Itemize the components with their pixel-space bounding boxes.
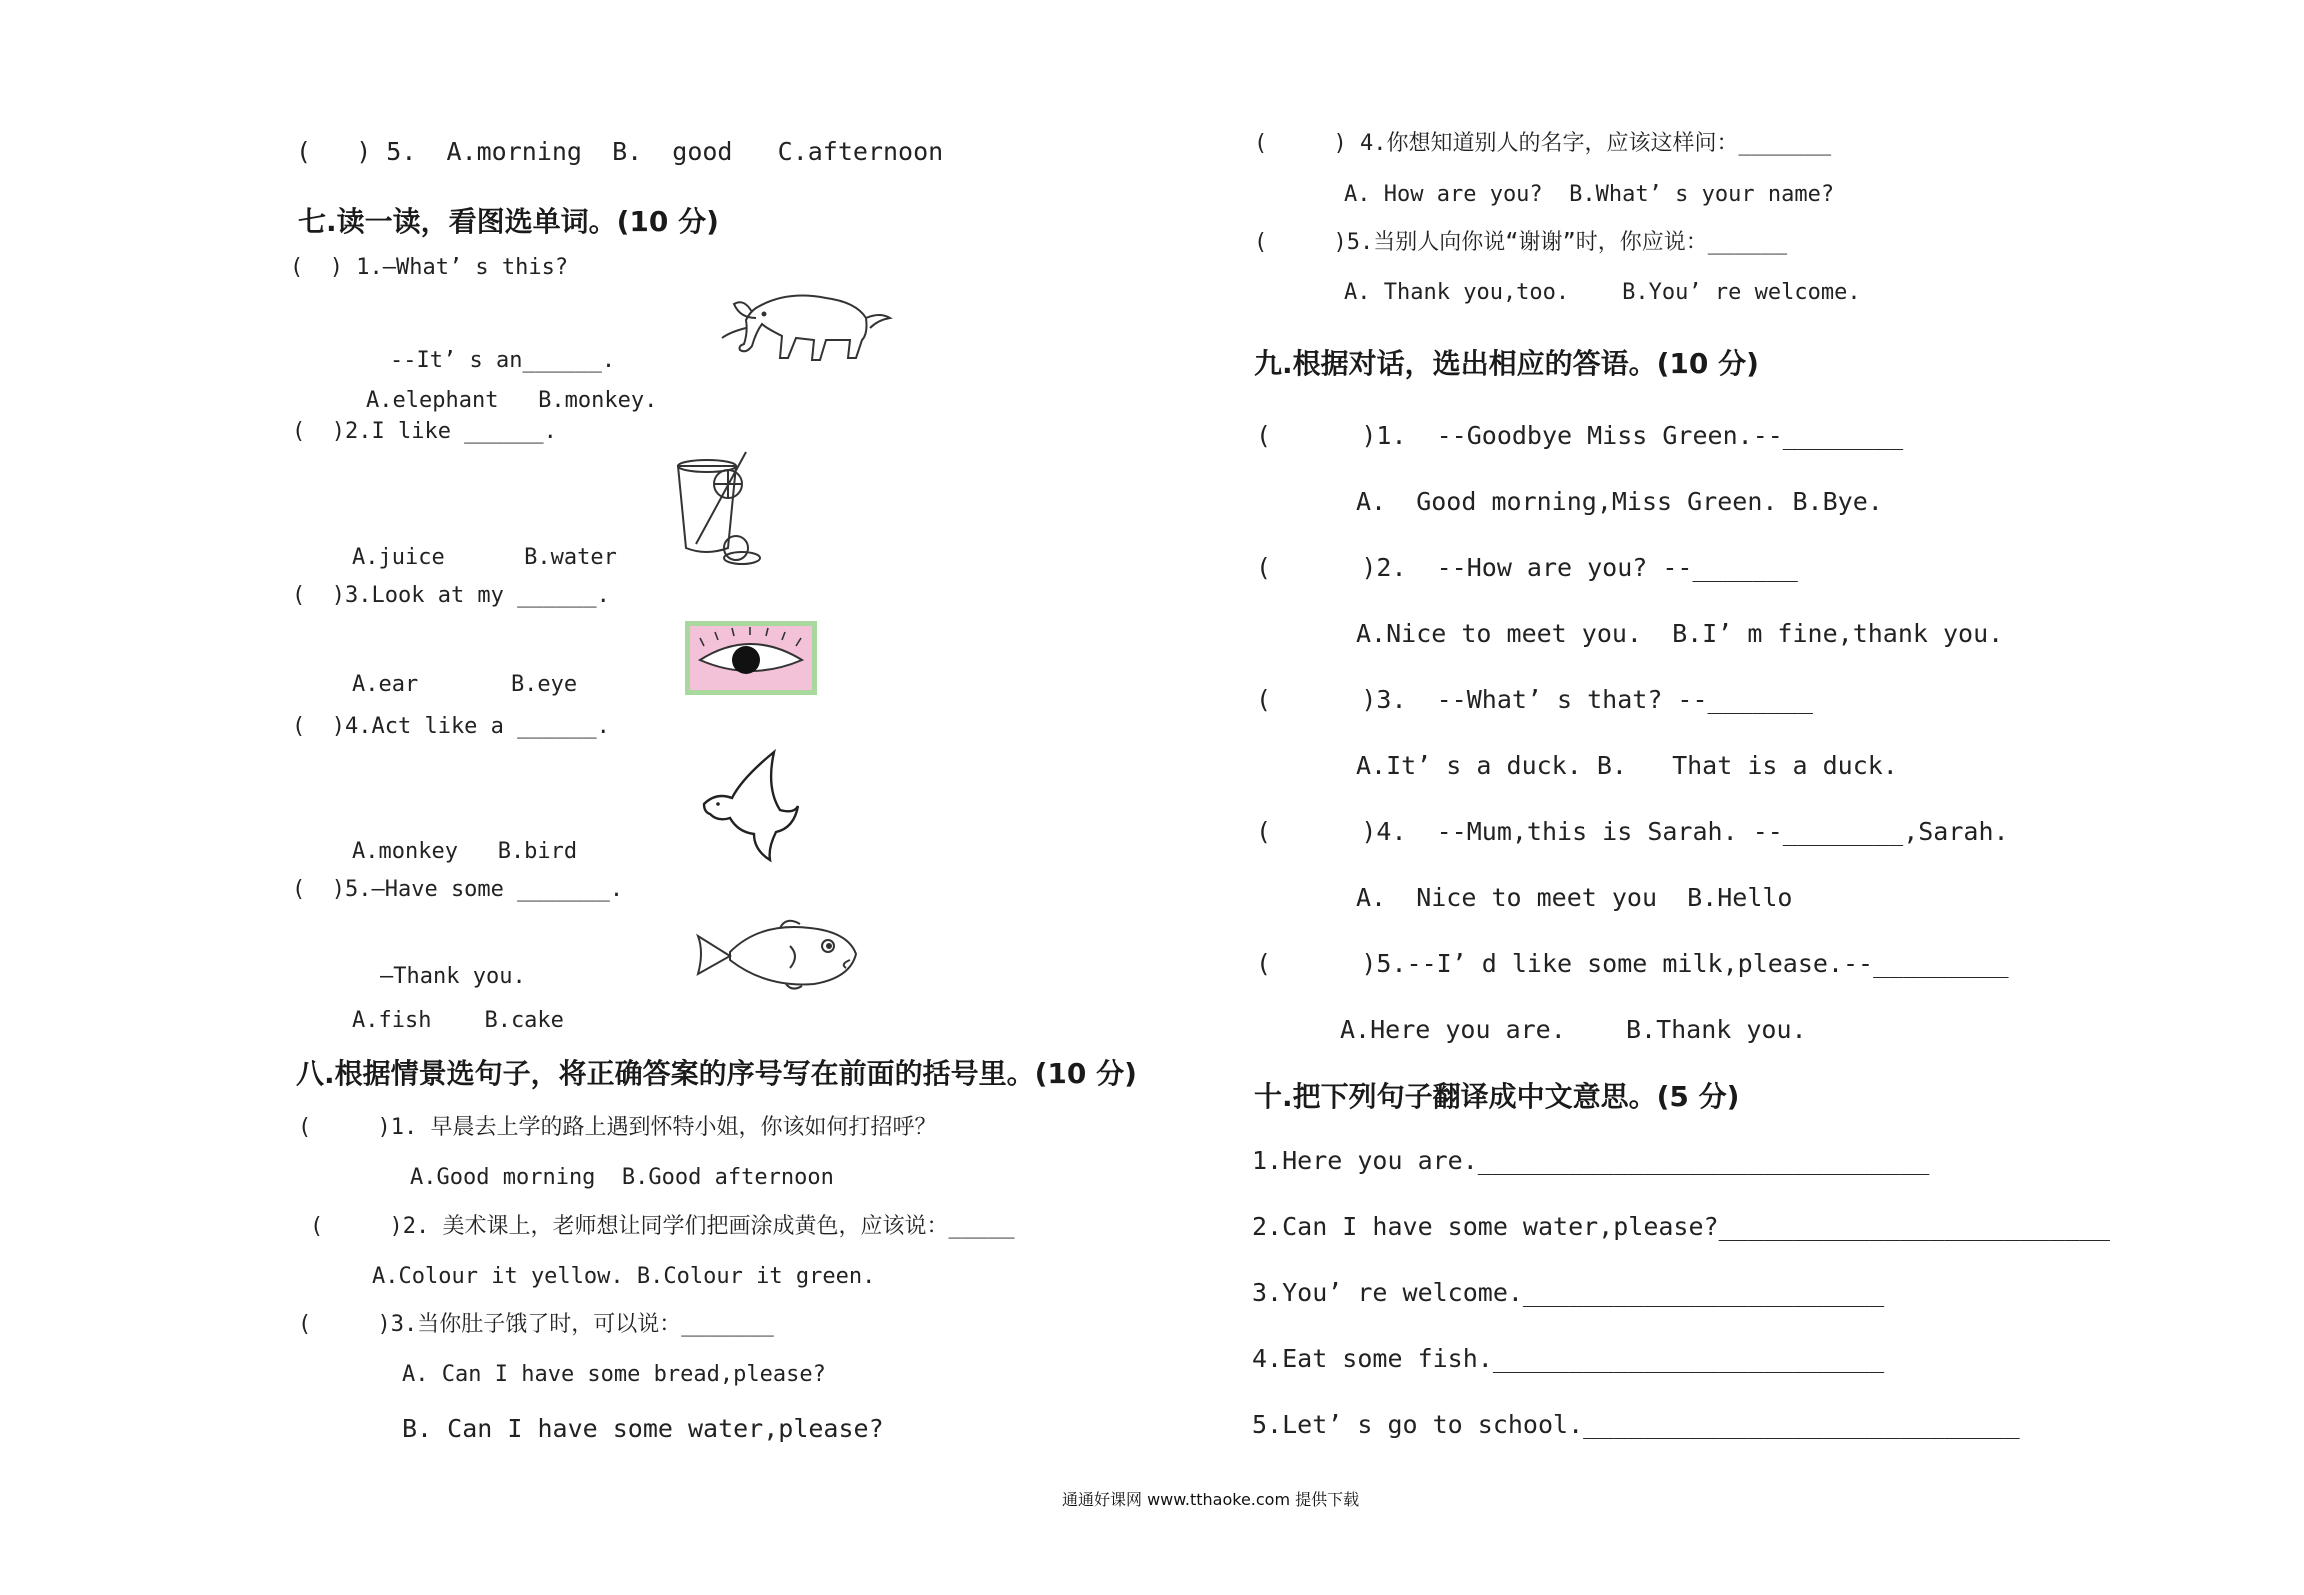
juice-glass-icon [666,448,784,568]
s8-q4-options: A. How are you? B.What’ s your name? [1344,182,1835,207]
s7-q1: ( ) 1.—What’ s this? [290,255,569,280]
fish-icon [690,916,862,992]
s7-q1-options: A.elephant B.monkey. [366,388,658,413]
section-10-title: 十.把下列句子翻译成中文意思。(5 分) [1254,1080,1740,1113]
s8-q5-options: A. Thank you,too. B.You’ re welcome. [1344,280,1861,305]
s10-line-2: 2.Can I have some water,please?__________________________ [1252,1212,2110,1241]
s9-q4: ( )4. --Mum,this is Sarah. --________,Sarah. [1256,817,2009,846]
s8-q2-options: A.Colour it yellow. B.Colour it green. [372,1264,876,1289]
s7-q5-reply: —Thank you. [380,964,526,989]
s10-line-5: 5.Let’ s go to school._____________________________ [1252,1410,2020,1439]
s8-q5: ( )5.当别人向你说“谢谢”时，你应说：______ [1254,230,1788,255]
s7-q2: ( )2.I like ______. [292,419,557,444]
section-8-title: 八.根据情景选句子，将正确答案的序号写在前面的括号里。(10 分) [296,1057,1137,1090]
s8-q4: ( ) 4.你想知道别人的名字，应该这样问：_______ [1254,131,1832,156]
s9-q2-options: A.Nice to meet you. B.I’ m fine,thank you. [1356,619,2004,648]
prev-question-5: ( ) 5. A.morning B. good C.afternoon [296,137,944,166]
s10-line-3: 3.You’ re welcome.________________________ [1252,1278,1885,1307]
s8-q2: ( )2. 美术课上，老师想让同学们把画涂成黄色，应该说：_____ [310,1214,1015,1239]
s9-q1: ( )1. --Goodbye Miss Green.--________ [1256,421,1904,450]
s7-q3-options: A.ear B.eye [352,672,578,697]
bird-icon [696,748,802,864]
s10-line-4: 4.Eat some fish.__________________________ [1252,1344,1885,1373]
s9-q5: ( )5.--I’ d like some milk,please.--_________ [1256,949,2009,978]
footer-credit: 通通好课网 www.tthaoke.com 提供下载 [1062,1490,1360,1509]
section-9-title: 九.根据对话，选出相应的答语。(10 分) [1254,347,1759,380]
s7-q5: ( )5.—Have some _______. [292,877,624,902]
s9-q3: ( )3. --What’ s that? --_______ [1256,685,1813,714]
s7-q2-options: A.juice B.water [352,545,617,570]
s8-q3-option-a: A. Can I have some bread,please? [402,1362,826,1387]
s8-q3: ( )3.当你肚子饿了时，可以说：_______ [298,1312,774,1337]
s9-q3-options: A.It’ s a duck. B. That is a duck. [1356,751,1898,780]
s7-q1-reply: --It’ s an______. [390,348,616,373]
s9-q4-options: A. Nice to meet you B.Hello [1356,883,1793,912]
s8-q3-option-b: B. Can I have some water,please? [402,1414,884,1443]
s7-q5-options: A.fish B.cake [352,1008,564,1033]
s9-q2: ( )2. --How are you? --_______ [1256,553,1798,582]
s10-line-1: 1.Here you are.______________________________ [1252,1146,1930,1175]
s9-q5-options: A.Here you are. B.Thank you. [1340,1015,1807,1044]
eye-icon [684,620,818,696]
s8-q1-options: A.Good morning B.Good afternoon [410,1165,834,1190]
elephant-icon [716,288,896,368]
s9-q1-options: A. Good morning,Miss Green. B.Bye. [1356,487,1883,516]
s7-q3: ( )3.Look at my ______. [292,583,610,608]
section-7-title: 七.读一读，看图选单词。(10 分) [298,205,719,238]
s8-q1: ( )1. 早晨去上学的路上遇到怀特小姐，你该如何打招呼？ [298,1115,937,1140]
s7-q4: ( )4.Act like a ______. [292,714,610,739]
s7-q4-options: A.monkey B.bird [352,839,578,864]
